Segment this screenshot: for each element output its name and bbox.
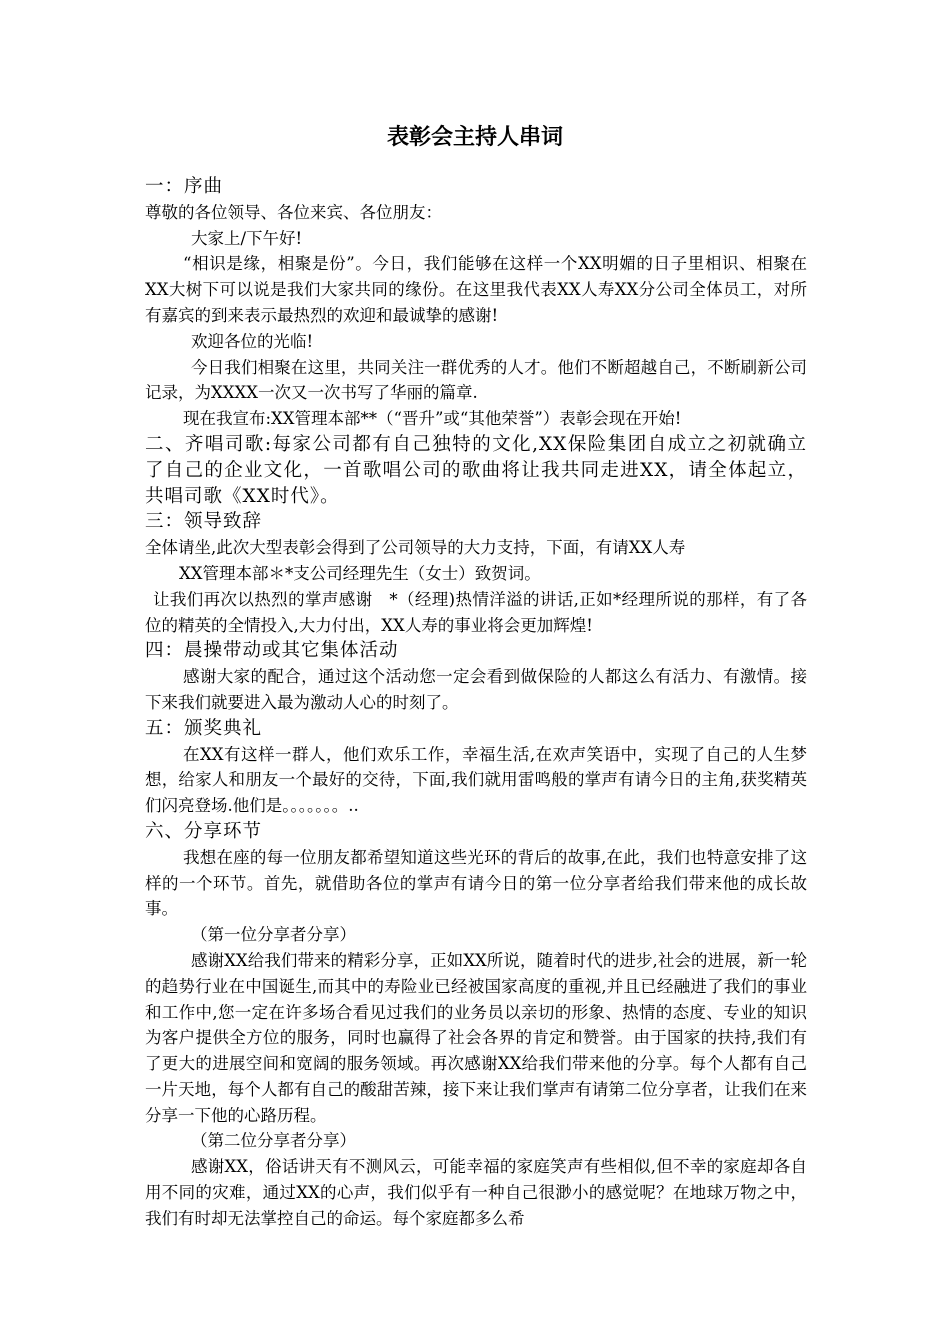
paragraph: 我想在座的每一位朋友都希望知道这些光环的背后的故事,在此，我们也特意安排了这样的一个环节。首先，就借助各位的掌声有请今日的第一位分享者给我们带来他的成长故事。 (145, 847, 807, 919)
paragraph: （第一位分享者分享） (191, 925, 356, 945)
document-body (145, 174, 807, 1232)
paragraph: 感谢XX，俗话讲天有不测风云，可能幸福的家庭笑声有些相似,但不幸的家庭却各自用不同的灾难，通过XX的心声，我们似乎有一种自己很渺小的感觉呢？在地球万物之中，我们有时却无法掌控自己的命运。每个家庭都多么希 (145, 1157, 807, 1228)
paragraph: “相识是缘，相聚是份”。今日，我们能够在这样一个XX明媚的日子里相识、相聚在XX大树下可以说是我们大家共同的缘份。在这里我代表XX人寿XX分公司全体员工，对所有嘉宾的到来表示最热烈的欢迎和最诚挚的感谢! (145, 254, 807, 325)
paragraph: XX管理本部＊*支公司经理先生（女士）致贺词。 (179, 563, 541, 583)
section-heading: 二、齐唱司歌:每家公司都有自己独特的文化,XX保险集团自成立之初就确立了自己的企业文化，一首歌唱公司的歌曲将让我共同走进XX，请全体起立，共唱司歌《XX时代》。 (145, 433, 807, 507)
document-title: 表彰会主持人串词 (386, 125, 563, 150)
paragraph: 尊敬的各位领导、各位来宾、各位朋友： (145, 202, 442, 222)
paragraph: 感谢XX给我们带来的精彩分享，正如XX所说，随着时代的进步,社会的进展，新一轮的趋势行业在中国诞生,而其中的寿险业已经被国家高度的重视,并且已经融进了我们的事业和工作中,您一定在许多场合看见过我们的业务员以亲切的形象、热情的态度、专业的知识为客户提供全方位的服务，同时也赢得了社会各界的肯定和赞誉。由于国家的扶持,我们有了更大的进展空间和宽阔的服务领域。再次感谢XX给我们带来他的分享。每个人都有自己一片天地，每个人都有自己的酸甜苦辣，接下来让我们掌声有请第二位分享者，让我们在来分享一下他的心路历程。 (145, 950, 807, 1125)
paragraph: 现在我宣布:XX管理本部**（“晋升”或“其他荣誉”）表彰会现在开始! (183, 409, 682, 429)
paragraph: 全体请坐,此次大型表彰会得到了公司领导的大力支持，下面，有请XX人寿 (145, 538, 686, 558)
paragraph: 感谢大家的配合，通过这个活动您一定会看到做保险的人都这么有活力、有激情。接下来我们就要进入最为激动人心的时刻了。 (145, 667, 807, 712)
paragraph: 在XX有这样一群人，他们欢乐工作，幸福生活,在欢声笑语中，实现了自己的人生梦想，给家人和朋友一个最好的交待，下面,我们就用雷鸣般的掌声有请今日的主角,获奖精英们闪亮登场.他们是。。。。。。。.. (145, 744, 807, 816)
paragraph: 今日我们相聚在这里，共同关注一群优秀的人才。他们不断超越自己，不断刷新公司记录，为XXXX一次又一次书写了华丽的篇章. (145, 357, 807, 403)
paragraph: 大家上/下午好! (191, 228, 303, 248)
section-heading: 三：领导致辞 (145, 511, 263, 533)
paragraph: 让我们再次以热烈的掌声感谢 *（经理)热情洋溢的讲话,正如*经理所说的那样，有了各位的精英的全情投入,大力付出，XX人寿的事业将会更加辉煌! (145, 589, 807, 635)
section-heading: 四：晨操带动或其它集体活动 (145, 640, 399, 662)
paragraph: （第二位分享者分享） (191, 1131, 356, 1151)
paragraph: 欢迎各位的光临! (191, 331, 314, 351)
section-heading: 一：序曲 (145, 176, 224, 197)
section-heading: 六、分享环节 (145, 820, 263, 842)
section-heading: 五：颁奖典礼 (145, 717, 263, 739)
